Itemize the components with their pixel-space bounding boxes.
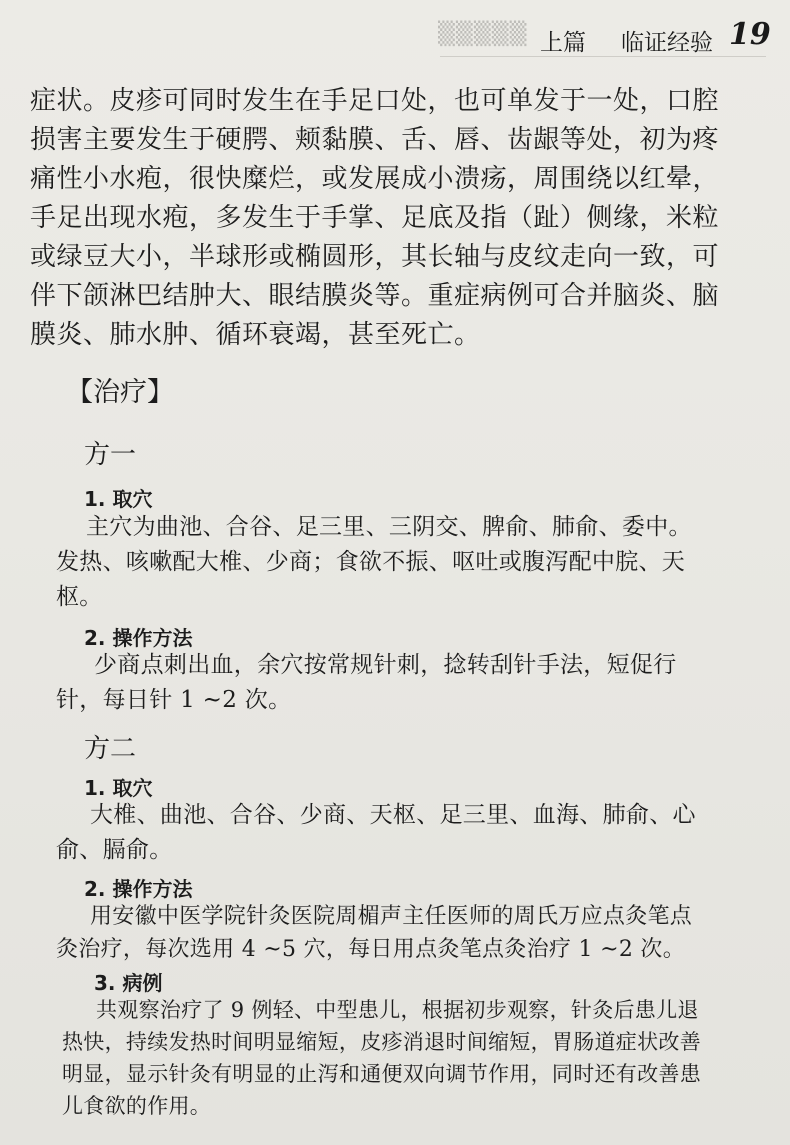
method1-title: 方一 [84, 440, 137, 470]
method2-title: 方二 [84, 734, 137, 764]
method1-operation-heading: 2. 操作方法 [84, 626, 193, 650]
method2-case-text: 共观察治疗了 9 例轻、中型患儿，根据初步观察，针灸后患儿退热快，持续发热时间明显缩短，皮疹消退时间缩短，胃肠道症状改善明显，显示针灸有明显的止泻和通便双向调节作用，同时还有改善患儿食欲的作用。 [62, 998, 701, 1118]
method2-acupoint-heading: 1. 取穴 [84, 776, 153, 800]
method2-acupoint-text: 大椎、曲池、合谷、少商、天枢、足三里、血海、肺俞、心俞、膈俞。 [56, 802, 696, 863]
method2-operation-heading: 2. 操作方法 [84, 877, 193, 901]
intro-paragraph: 症状。皮疹可同时发生在手足口处，也可单发于一处，口腔损害主要发生于硬腭、颊黏膜、舌、唇、齿龈等处，初为疼痛性小水疱，很快糜烂，或发展成小溃疡，周围绕以红晕，手足出现水疱，多发生于手掌、足底及指（趾）侧缘，米粒或绿豆大小，半球形或椭圆形，其长轴与皮纹走向一致，可伴下颌淋巴结肿大、眼结膜炎等。重症病例可合并脑炎、脑膜炎、肺水肿、循环衰竭，甚至死亡。 [30, 86, 720, 350]
method1-operation-text: 少商点刺出血，余穴按常规针刺，捻转刮针手法，短促行针，每日针 1 ~2 次。 [56, 652, 677, 713]
header-rule [440, 56, 766, 57]
method1-acupoint-text: 主穴为曲池、合谷、足三里、三阴交、脾俞、肺俞、委中。发热、咳嗽配大椎、少商；食欲不振、呕吐或腹泻配中脘、天枢。 [56, 514, 692, 610]
running-header-faint: ▒▒▒▒▒ [438, 22, 528, 47]
method1-acupoint-heading: 1. 取穴 [84, 487, 153, 511]
method2-operation-text: 用安徽中医学院针灸医院周楣声主任医师的周氏万应点灸笔点灸治疗，每次选用 4 ~5 穴，每日用点灸笔点灸治疗 1 ~2 次。 [56, 904, 693, 962]
treatment-heading: 【治疗】 [66, 377, 174, 408]
running-header-chapter: 临证经验 [621, 30, 713, 56]
running-header-part: 上篇 [540, 30, 586, 56]
method2-case-heading: 3. 病例 [94, 971, 163, 995]
page-number: 19 [729, 17, 771, 52]
